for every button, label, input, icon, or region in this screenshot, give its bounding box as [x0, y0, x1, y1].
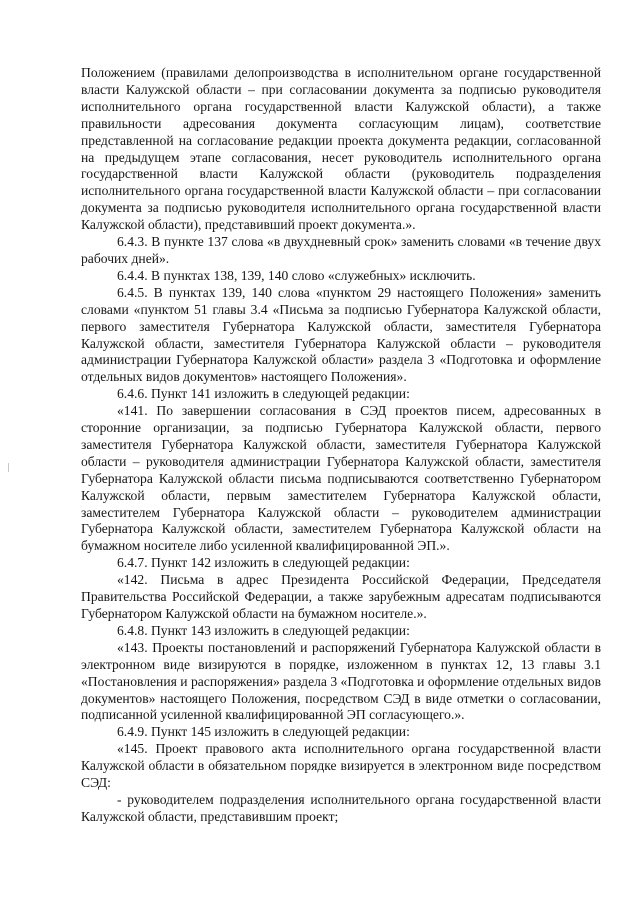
paragraph-6-4-4: 6.4.4. В пунктах 138, 139, 140 слово «служебных» исключить.: [117, 267, 476, 283]
paragraph-142-text: «142. Письма в адрес Президента Российской Федерации, Председателя Правительства Российской Федерации, а также зарубежным адресатам подписываются Губернатором Калужской области на бумажном носителе.».: [81, 572, 601, 621]
paragraph-continuation: Положением (правилами делопроизводства в исполнительном органе государственной власти Калужской области – при согласовании документа за подписью руководителя исполнительного органа государственной власти Калужской области), а также правильности адресования документа согласующим лицам), соответствие представленной на согласование редакции проекта документа редакции, согласованной на предыдущем этапе согласования, несет руководитель исполнительного органа государственной власти Калужской области (руководитель подразделения исполнительного органа государственной власти Калужской области – при согласовании документа за подписью руководителя исполнительного органа государственной власти Калужской области), представивший проект документа.».: [81, 65, 601, 233]
paragraph-6-4-9: 6.4.9. Пункт 145 изложить в следующей редакции:: [117, 724, 410, 740]
paragraph-6-4-7: 6.4.7. Пункт 142 изложить в следующей редакции:: [117, 555, 410, 571]
scan-margin-mark: [8, 463, 9, 472]
paragraph-143-text: «143. Проекты постановлений и распоряжений Губернатора Калужской области в электронном виде визируются в порядке, изложенном в пунктах 12, 13 главы 3.1 «Постановления и распоряжения» раздела 3 «Подготовка и оформление отдельных видов документов» настоящего Положения, посредством СЭД в виде отметки о согласовании, подписанной усиленной квалифицированной ЭП согласующего.».: [81, 639, 601, 723]
paragraph-6-4-3: 6.4.3. В пункте 137 слова «в двухдневный срок» заменить словами «в течение двух рабочих дней».: [81, 234, 601, 266]
paragraph-141-text: «141. По завершении согласования в СЭД проектов писем, адресованных в сторонние организации, за подписью Губернатора Калужской области, первого заместителя Губернатора Калужской области, заместителя Губернатора Калужской области – руководителя администрации Губернатора Калужской области, заместителя Губернатора Калужской области письма подписываются соответственно Губернатором Калужской области, первым заместителем Губернатора Калужской области, заместителем Губернатора Калужской области – руководителем администрации Губернатора Калужской области, заместителем Губернатора Калужской области на бумажном носителе либо усиленной квалифицированной ЭП.».: [81, 403, 601, 554]
paragraph-145-text: «145. Проект правового акта исполнительного органа государственной власти Калужской области в обязательном порядке визируется в электронном виде посредством СЭД:: [81, 741, 601, 791]
document-page: [81, 65, 601, 826]
paragraph-6-4-5: 6.4.5. В пунктах 139, 140 слова «пунктом 29 настоящего Положения» заменить словами «пунктом 51 главы 3.4 «Письма за подписью Губернатора Калужской области, первого заместителя Губернатора Калужской области, заместителя Губернатора Калужской области, заместителя Губернатора Калужской области – руководителя администрации Губернатора Калужской области» раздела 3 «Подготовка и оформление отдельных видов документов» настоящего Положения».: [81, 284, 601, 385]
list-item-head-of-division: - руководителем подразделения исполнительного органа государственной власти Калужской области, представившим проект;: [81, 791, 601, 824]
paragraph-6-4-6: 6.4.6. Пункт 141 изложить в следующей редакции:: [117, 386, 410, 402]
paragraph-6-4-8: 6.4.8. Пункт 143 изложить в следующей редакции:: [117, 622, 410, 638]
